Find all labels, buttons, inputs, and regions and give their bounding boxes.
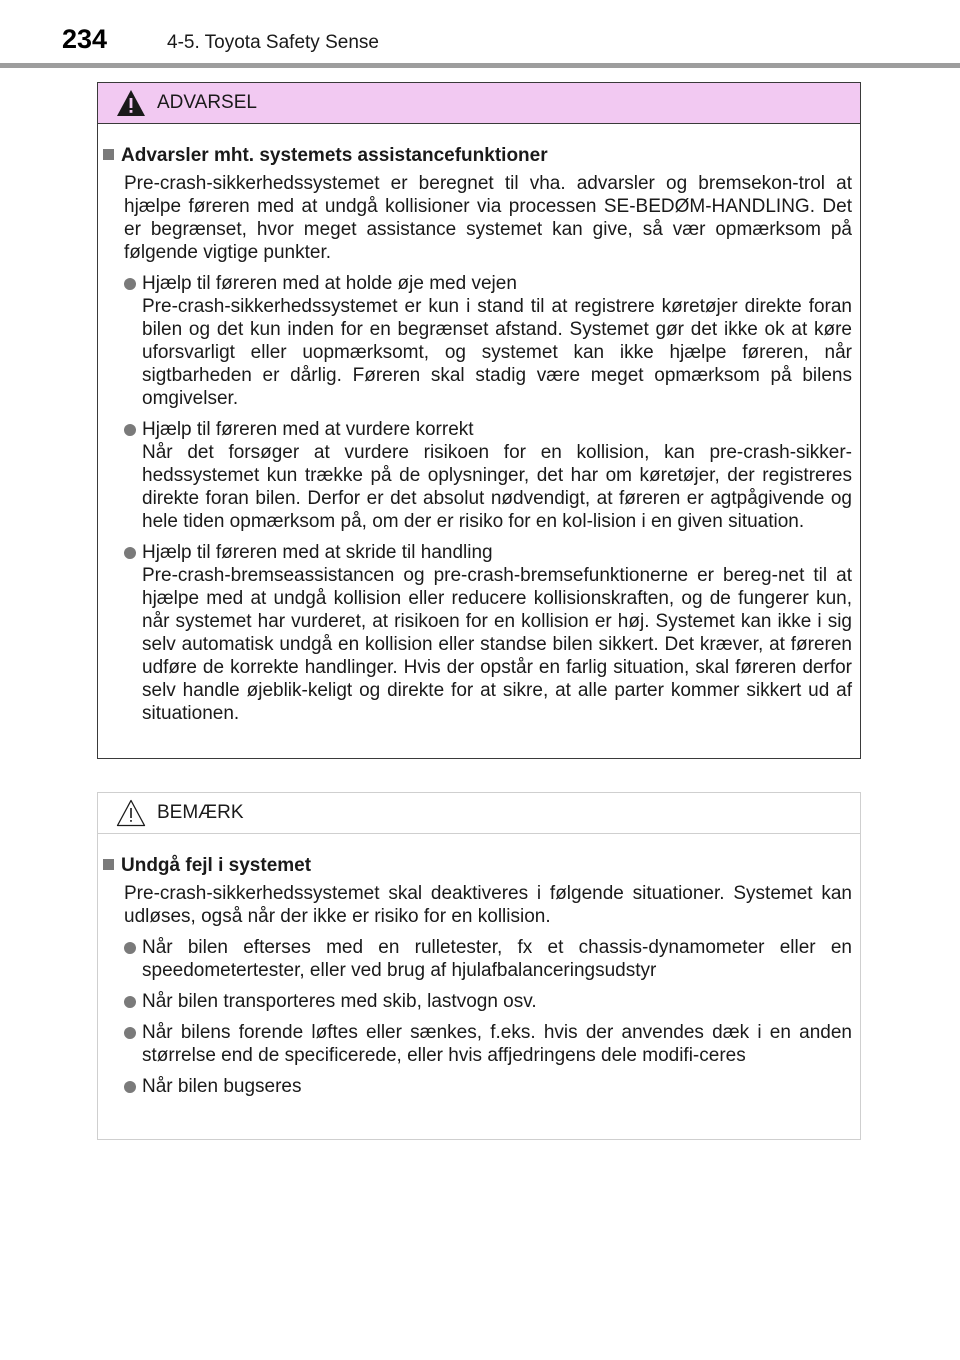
- bullet-text: Når bilen transporteres med skib, lastvogn osv.: [142, 991, 537, 1012]
- section-title: 4-5. Toyota Safety Sense: [167, 32, 379, 53]
- round-bullet-icon: [124, 996, 136, 1008]
- bullet-title: Hjælp til føreren med at vurdere korrekt: [142, 419, 474, 440]
- round-bullet-icon: [124, 1081, 136, 1093]
- warning-intro: Pre-crash-sikkerhedssystemet er beregnet til vha. advarsler og bremsekon-trol at hjælpe føreren med at undgå kollisioner via processen SE-BEDØM-HANDLING. Det er begrænset, hvor meget assistance systemet kan give, så vær opmærksom på følgende vigtige punkter.: [124, 173, 852, 263]
- warning-heading-text: Advarsler mht. systemets assistancefunktioner: [121, 145, 548, 166]
- notice-heading-text: Undgå fejl i systemet: [121, 855, 312, 876]
- page-number: 234: [62, 24, 108, 54]
- bullet-text: Når bilen efterses med en rulletester, fx et chassis-dynamometer eller en speedometertester, eller ved brug af hjulafbalanceringsudstyr: [142, 937, 852, 981]
- round-bullet-icon: [124, 424, 136, 436]
- warning-bullet-3: [124, 541, 852, 725]
- notice-bullet-3: [124, 1021, 852, 1067]
- notice-heading: [103, 854, 852, 877]
- bullet-text: Når bilens forende løftes eller sænkes, f.eks. hvis der anvendes dæk i en anden størrelse end de specificerede, eller hvis affjedringens dele modifi-ceres: [142, 1022, 852, 1066]
- notice-intro: Pre-crash-sikkerhedssystemet skal deaktiveres i følgende situationer. Systemet kan udløses, også når der ikke er risiko for en kollision.: [124, 883, 852, 927]
- warning-box: [97, 82, 861, 759]
- round-bullet-icon: [124, 547, 136, 559]
- round-bullet-icon: [124, 1027, 136, 1039]
- notice-label: BEMÆRK: [157, 802, 244, 823]
- square-bullet-icon: [103, 859, 114, 870]
- caution-triangle-outline-icon: [115, 798, 147, 828]
- notice-box: [97, 792, 861, 1140]
- warning-body: [98, 124, 860, 725]
- warning-bullet-1: [124, 272, 852, 410]
- round-bullet-icon: [124, 942, 136, 954]
- warning-heading: [103, 144, 852, 167]
- warning-label: ADVARSEL: [157, 92, 257, 113]
- bullet-text: Når det forsøger at vurdere risikoen for en kollision, kan pre-crash-sikker-hedssystemet kun trække på de oplysninger, det har om køretøjer, der registreres direkte foran bilen. Derfor er det absolut nødvendigt, at føreren er agtpågivende og hele tiden opmærksom på, om der er risiko for en kol-lision i en given situation.: [142, 442, 852, 532]
- bullet-title: Hjælp til føreren med at holde øje med vejen: [142, 273, 517, 294]
- notice-bullet-4: [124, 1075, 852, 1098]
- round-bullet-icon: [124, 278, 136, 290]
- header-rule: [0, 63, 960, 68]
- square-bullet-icon: [103, 149, 114, 160]
- bullet-text: Når bilen bugseres: [142, 1076, 302, 1097]
- notice-bullet-2: [124, 990, 852, 1013]
- bullet-text: Pre-crash-bremseassistancen og pre-crash-bremsefunktionerne er bereg-net til at hjælpe med at undgå kollision eller reducere kollisionskraften, og de fungerer kun, når systemet har vurderet, at risikoen for en kollision er høj. Systemet kan ikke i sig selv automatisk undgå en kollision eller standse bilen sikkert. Det kræver, at føreren udføre de korrekte handlinger. Hvis der opstår en farlig situation, skal føreren derfor selv handle øjeblik-keligt og direkte for at sikre, at alle parter kommer sikkert ud af situationen.: [142, 565, 852, 724]
- warning-header: [98, 83, 860, 124]
- notice-body: [98, 834, 860, 1098]
- notice-header: [98, 793, 860, 834]
- warning-bullet-2: [124, 418, 852, 533]
- bullet-text: Pre-crash-sikkerhedssystemet er kun i stand til at registrere køretøjer direkte foran bilen og det kun inden for en begrænset afstand. Systemet gør det ikke ok at køre uforsvarligt eller uopmærksomt, og systemet kan ikke hjælpe føreren, når sigtbarheden er dårlig. Føreren skal stadig være meget opmærksom på bilens omgivelser.: [142, 296, 852, 409]
- warning-triangle-icon: [115, 88, 147, 118]
- bullet-title: Hjælp til føreren med at skride til handling: [142, 542, 493, 563]
- notice-bullet-1: [124, 936, 852, 982]
